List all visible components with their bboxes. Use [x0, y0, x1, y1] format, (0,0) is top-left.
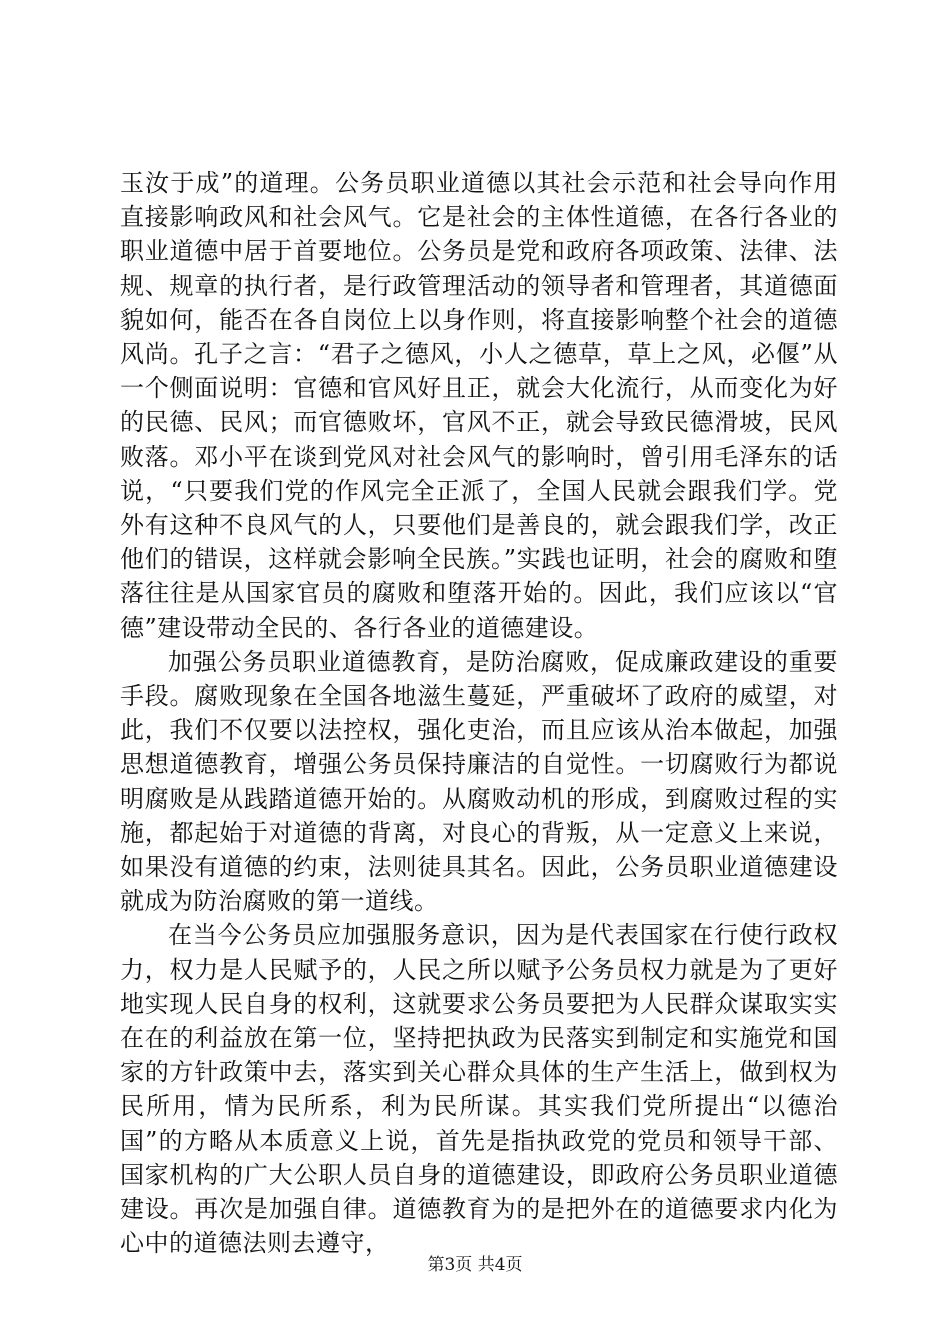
paragraph-3: 在当今公务员应加强服务意识，因为是代表国家在行使行政权力，权力是人民赋予的，人民之所以赋予公务员权力就是为了更好地实现人民自身的权利，这就要求公务员要把为人民群众谋取实实在在的利益放在第一位，坚持把执政为民落实到制定和实施党和国家的方针政策中去，落实到关心群众具体的生产生活上，做到权为民所用，情为民所系，利为民所谋。其实我们党所提出“以德治国”的方略从本质意义上说，首先是指执政党的党员和领导干部、国家机构的广大公职人员自身的道德建设，即政府公务员职业道德建设。再次是加强自律。道德教育为的是把外在的道德要求内化为心中的道德法则去遵守，	[120, 921, 838, 1258]
paragraph-1: 玉汝于成”的道理。公务员职业道德以其社会示范和社会导向作用直接影响政风和社会风气。它是社会的主体性道德，在各行各业的职业道德中居于首要地位。公务员是党和政府各项政策、法律、法规、规章的执行者，是行政管理活动的领导者和管理者，其道德面貌如何，能否在各自岗位上以身作则，将直接影响整个社会的道德风尚。孔子之言：“君子之德风，小人之德草，草上之风，必偃”从一个侧面说明：官德和官风好且正，就会大化流行，从而变化为好的民德、民风；而官德败坏，官风不正，就会导致民德滑坡，民风败落。邓小平在谈到党风对社会风气的影响时，曾引用毛泽东的话说，“只要我们党的作风完全正派了，全国人民就会跟我们学。党外有这种不良风气的人，只要他们是善良的，就会跟我们学，改正他们的错误，这样就会影响全民族。”实践也证明，社会的腐败和堕落往往是从国家官员的腐败和堕落开始的。因此，我们应该以“官德”建设带动全民的、各行各业的道德建设。	[120, 169, 838, 642]
paragraph-2: 加强公务员职业道德教育，是防治腐败，促成廉政建设的重要手段。腐败现象在全国各地滋生蔓延，严重破坏了政府的威望，对此，我们不仅要以法控权，强化吏治，而且应该从治本做起，加强思想道德教育，增强公务员保持廉洁的自觉性。一切腐败行为都说明腐败是从践踏道德开始的。从腐败动机的形成，到腐败过程的实施，都起始于对道德的背离，对良心的背叛，从一定意义上来说，如果没有道德的约束，法则徒具其名。因此，公务员职业道德建设就成为防治腐败的第一道线。	[120, 647, 838, 916]
page-footer: 第3页 共4页	[427, 1255, 523, 1275]
document-body	[120, 166, 838, 1261]
